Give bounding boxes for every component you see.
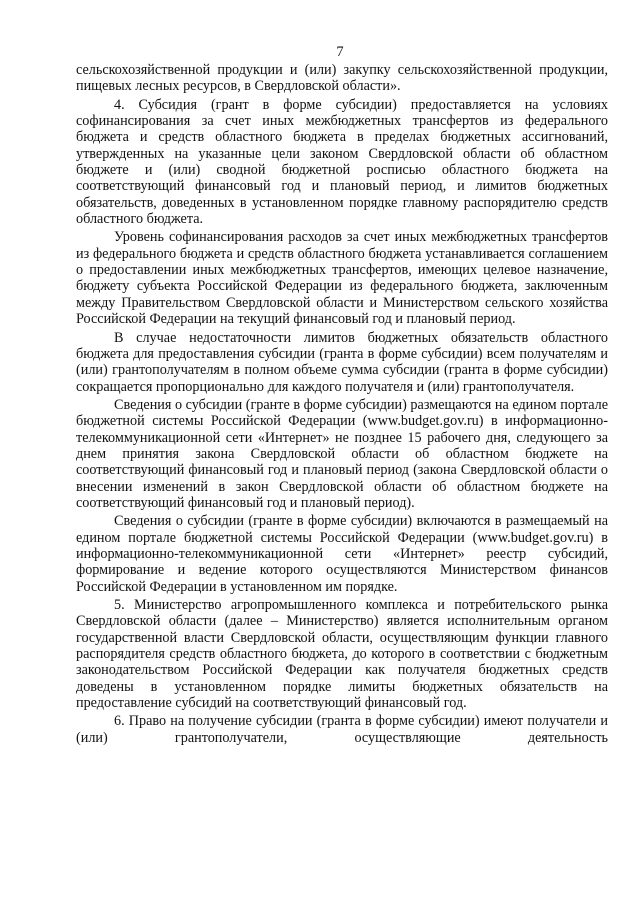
paragraph-portal-publication: Сведения о субсидии (гранте в форме субсидии) размещаются на едином портале бюджетной системы Российской Федерации (www.budget.gov.ru) в информационно-телекоммуникационной сети «Интернет» не позднее 15 рабочего дня, следующего за днем принятия закона Свердловской области об областном бюджете на соответствующий финансовый год и плановый период (закона Свердловской области о внесении изменений в закон Свердловской области об областном бюджете на соответствующий финансовый год и плановый период). — [76, 396, 608, 511]
paragraph-clause-5: 5. Министерство агропромышленного комплекса и потребительского рынка Свердловской области (далее – Министерство) является исполнительным органом государственной власти Свердловской области, осуществляющим функции главного распорядителя средств областного бюджета, до которого в соответствии с бюджетным законодательством Российской Федерации как получателя бюджетных средств доведены в установленном порядке лимиты бюджетных обязательств на предоставление субсидий на соответствующий финансовый год. — [76, 597, 608, 712]
paragraph-continuation: сельскохозяйственной продукции и (или) закупку сельскохозяйственной продукции, пищевых лесных ресурсов, в Свердловской области». — [76, 62, 608, 95]
paragraph-clause-6: 6. Право на получение субсидии (гранта в форме субсидии) имеют получатели и (или) грантополучатели, осуществляющие деятельность — [76, 713, 608, 746]
paragraph-clause-4: 4. Субсидия (грант в форме субсидии) предоставляется на условиях софинансирования за счет иных межбюджетных трансфертов из федерального бюджета и средств областного бюджета в пределах бюджетных ассигнований, утвержденных на указанные цели законом Свердловской области об областном бюджете и (или) сводной бюджетной росписью областного бюджета на соответствующий финансовый год и плановый период, и лимитов бюджетных обязательств, доведенных в установленном порядке главному распорядителю средств областного бюджета. — [76, 96, 608, 228]
paragraph-subsidy-registry: Сведения о субсидии (гранте в форме субсидии) включаются в размещаемый на едином портале бюджетной системы Российской Федерации (www.budget.gov.ru) в информационно-телекоммуникационной сети «Интернет» реестр субсидий, формирование и ведение которого осуществляются Министерством финансов Российской Федерации в установленном им порядке. — [76, 513, 608, 595]
paragraph-cofinancing-level: Уровень софинансирования расходов за счет иных межбюджетных трансфертов из федерального бюджета и средств областного бюджета устанавливается соглашением о предоставлении иных межбюджетных трансфертов, имеющих целевое назначение, бюджету субъекта Российской Федерации из федерального бюджета, заключенным между Правительством Свердловской области и Министерством сельского хозяйства Российской Федерации на текущий финансовый год и плановый период. — [76, 229, 608, 328]
document-body — [76, 62, 608, 748]
paragraph-insufficient-limits: В случае недостаточности лимитов бюджетных обязательств областного бюджета для предоставления субсидии (гранта в форме субсидии) всем получателям и (или) грантополучателям в полном объеме сумма субсидии (гранта в форме субсидии) сокращается пропорционально для каждого получателя и (или) грантополучателя. — [76, 329, 608, 395]
page-number: 7 — [336, 44, 344, 60]
